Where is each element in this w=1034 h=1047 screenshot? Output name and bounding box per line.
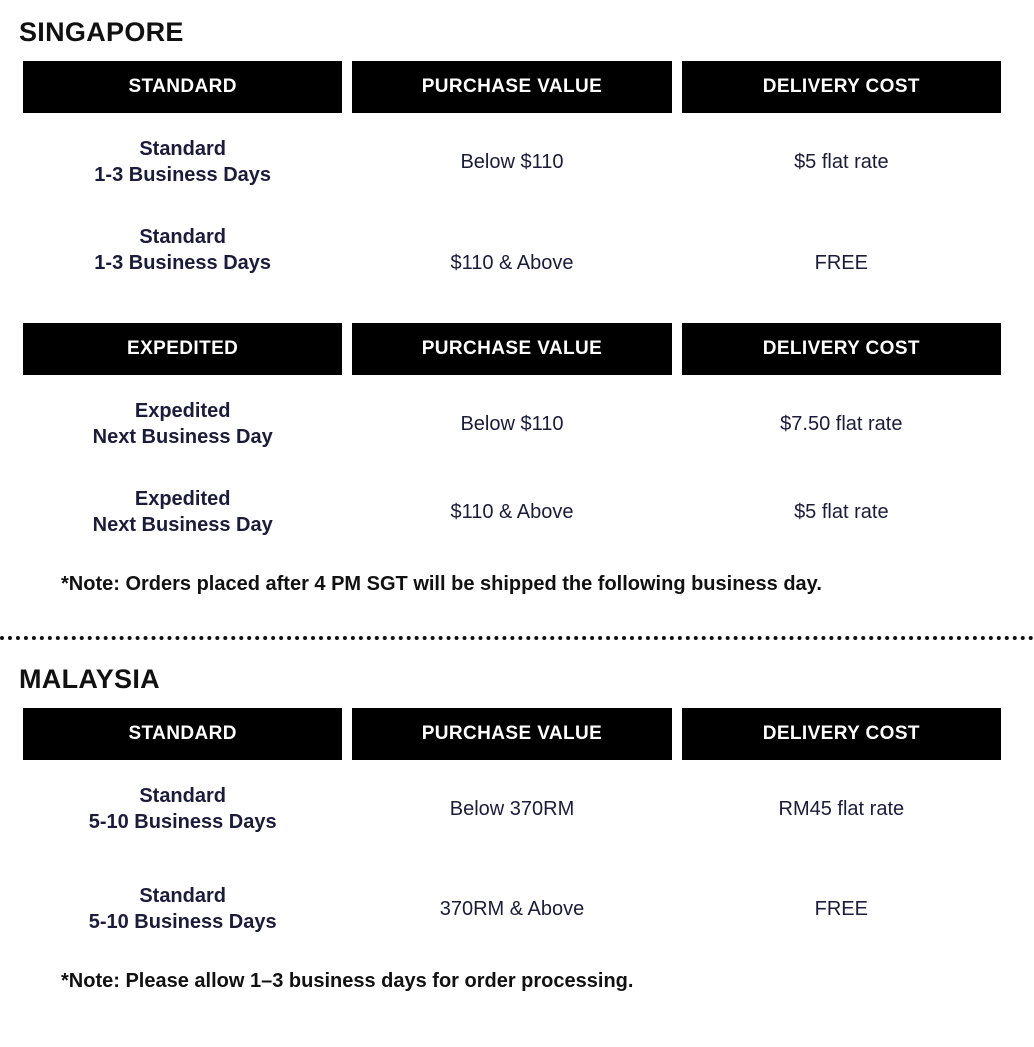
table-row — [23, 135, 1001, 189]
table-row — [23, 882, 1001, 936]
header-delivery-cost: DELIVERY COST — [682, 323, 1001, 375]
purchase-value-cell: 370RM & Above — [439, 898, 585, 920]
service-cell — [23, 136, 342, 188]
table-row — [23, 223, 1001, 277]
service-timeframe: 5-10 Business Days — [88, 911, 277, 933]
service-name: Standard — [139, 785, 226, 807]
header-expedited: EXPEDITED — [23, 323, 342, 375]
table-row — [23, 485, 1001, 539]
service-name: Standard — [139, 885, 226, 907]
header-standard: STANDARD — [23, 708, 342, 760]
purchase-value-cell: Below $110 — [460, 151, 564, 173]
delivery-cost-cell: $5 flat rate — [794, 501, 889, 523]
purchase-value-cell: $110 & Above — [450, 252, 574, 274]
header-purchase-value: PURCHASE VALUE — [352, 323, 671, 375]
delivery-cost-cell: $5 flat rate — [794, 151, 889, 173]
my-standard-header-row — [23, 708, 1001, 760]
malaysia-note: *Note: Please allow 1–3 business days for order processing. — [61, 970, 634, 992]
service-cell — [23, 783, 342, 835]
service-timeframe: 1-3 Business Days — [94, 252, 272, 274]
table-row — [23, 782, 1001, 836]
service-cell — [23, 398, 342, 450]
singapore-note: *Note: Orders placed after 4 PM SGT will be shipped the following business day. — [61, 573, 822, 595]
service-name: Expedited — [134, 488, 231, 510]
delivery-cost-cell: FREE — [814, 898, 868, 920]
header-delivery-cost: DELIVERY COST — [682, 61, 1001, 113]
delivery-cost-cell: RM45 flat rate — [778, 798, 905, 820]
service-cell — [23, 224, 342, 276]
header-standard: STANDARD — [23, 61, 342, 113]
service-timeframe: 5-10 Business Days — [88, 811, 277, 833]
sg-standard-header-row — [23, 61, 1001, 113]
purchase-value-cell: Below $110 — [460, 413, 564, 435]
service-name: Expedited — [134, 400, 231, 422]
section-divider — [0, 636, 1034, 640]
service-cell — [23, 486, 342, 538]
service-timeframe: 1-3 Business Days — [94, 164, 272, 186]
sg-expedited-header-row — [23, 323, 1001, 375]
purchase-value-cell: Below 370RM — [449, 798, 575, 820]
purchase-value-cell: $110 & Above — [450, 501, 574, 523]
service-name: Standard — [139, 226, 226, 248]
header-purchase-value: PURCHASE VALUE — [352, 708, 671, 760]
service-timeframe: Next Business Day — [92, 514, 273, 536]
table-row — [23, 397, 1001, 451]
service-name: Standard — [139, 138, 226, 160]
header-delivery-cost: DELIVERY COST — [682, 708, 1001, 760]
service-cell — [23, 883, 342, 935]
service-timeframe: Next Business Day — [92, 426, 273, 448]
delivery-cost-cell: FREE — [814, 252, 868, 274]
header-purchase-value: PURCHASE VALUE — [352, 61, 671, 113]
singapore-title: SINGAPORE — [19, 17, 184, 47]
delivery-cost-cell: $7.50 flat rate — [780, 413, 903, 435]
malaysia-title: MALAYSIA — [19, 664, 160, 694]
